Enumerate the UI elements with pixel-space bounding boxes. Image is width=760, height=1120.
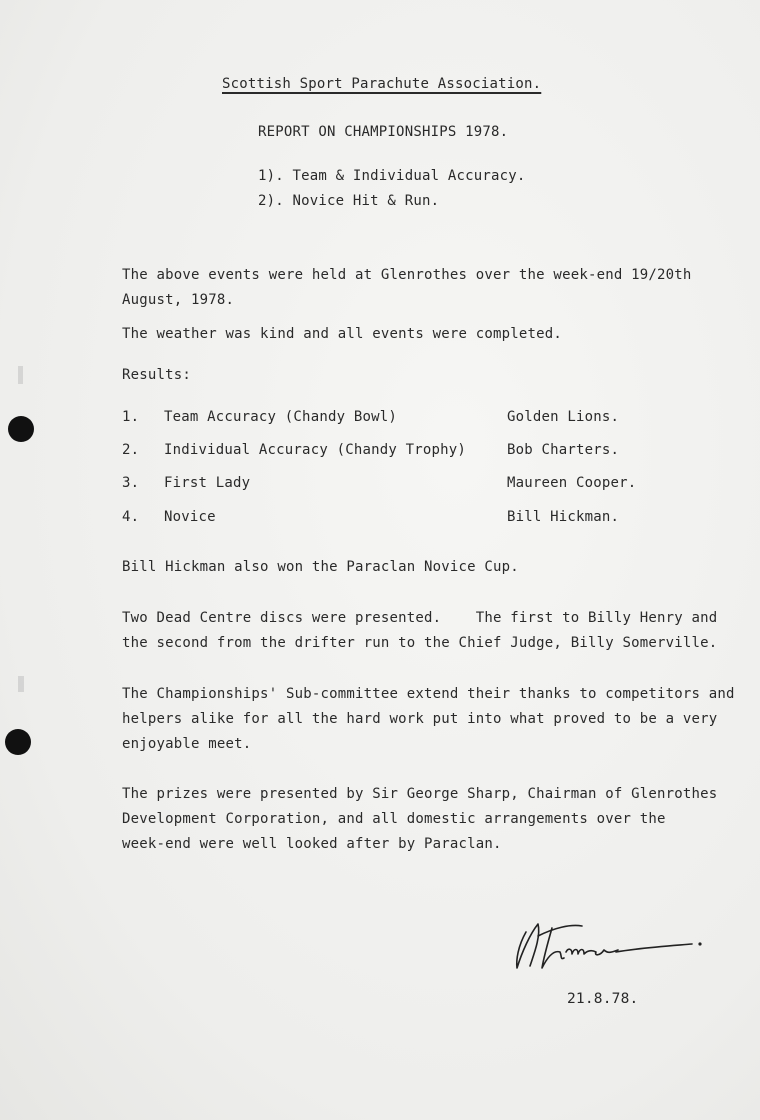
document-title: Scottish Sport Parachute Association. [222, 76, 542, 92]
result-winner: Bob Charters. [507, 442, 620, 458]
discs-line: the second from the drifter run to the Chief Judge, Billy Somerville. [122, 635, 718, 651]
report-heading: REPORT ON CHAMPIONSHIPS 1978. [258, 124, 509, 140]
document-date: 21.8.78. [567, 991, 639, 1007]
discs-line: Two Dead Centre discs were presented. The first to Billy Henry and [122, 610, 718, 626]
weather-line: The weather was kind and all events were completed. [122, 326, 563, 342]
result-winner: Bill Hickman. [507, 509, 620, 525]
novice-cup-line: Bill Hickman also won the Paraclan Novice Cup. [122, 559, 519, 575]
prizes-line: The prizes were presented by Sir George Sharp, Chairman of Glenrothes [122, 786, 718, 802]
intro-line: The above events were held at Glenrothes over the week-end 19/20th [122, 267, 692, 283]
result-event: Novice [164, 509, 216, 525]
result-number: 3. [122, 475, 140, 491]
results-label: Results: [122, 367, 192, 383]
intro-line: August, 1978. [122, 292, 235, 308]
signature [508, 912, 708, 976]
result-number: 4. [122, 509, 140, 525]
result-event: First Lady [164, 475, 251, 491]
result-number: 2. [122, 442, 140, 458]
result-number: 1. [122, 409, 140, 425]
result-event: Individual Accuracy (Chandy Trophy) [164, 442, 467, 458]
prizes-line: week-end were well looked after by Paraclan. [122, 836, 502, 852]
thanks-line: helpers alike for all the hard work put into what proved to be a very [122, 711, 718, 727]
prizes-line: Development Corporation, and all domestic arrangements over the [122, 811, 666, 827]
result-event: Team Accuracy (Chandy Bowl) [164, 409, 397, 425]
event-item: 2). Novice Hit & Run. [258, 193, 440, 209]
page-mark [18, 676, 24, 692]
event-item: 1). Team & Individual Accuracy. [258, 168, 526, 184]
page-mark [18, 366, 23, 384]
thanks-line: enjoyable meet. [122, 736, 252, 752]
result-winner: Golden Lions. [507, 409, 620, 425]
punch-hole-top [8, 416, 34, 442]
punch-hole-bottom [5, 729, 31, 755]
result-winner: Maureen Cooper. [507, 475, 637, 491]
thanks-line: The Championships' Sub-committee extend their thanks to competitors and [122, 686, 735, 702]
